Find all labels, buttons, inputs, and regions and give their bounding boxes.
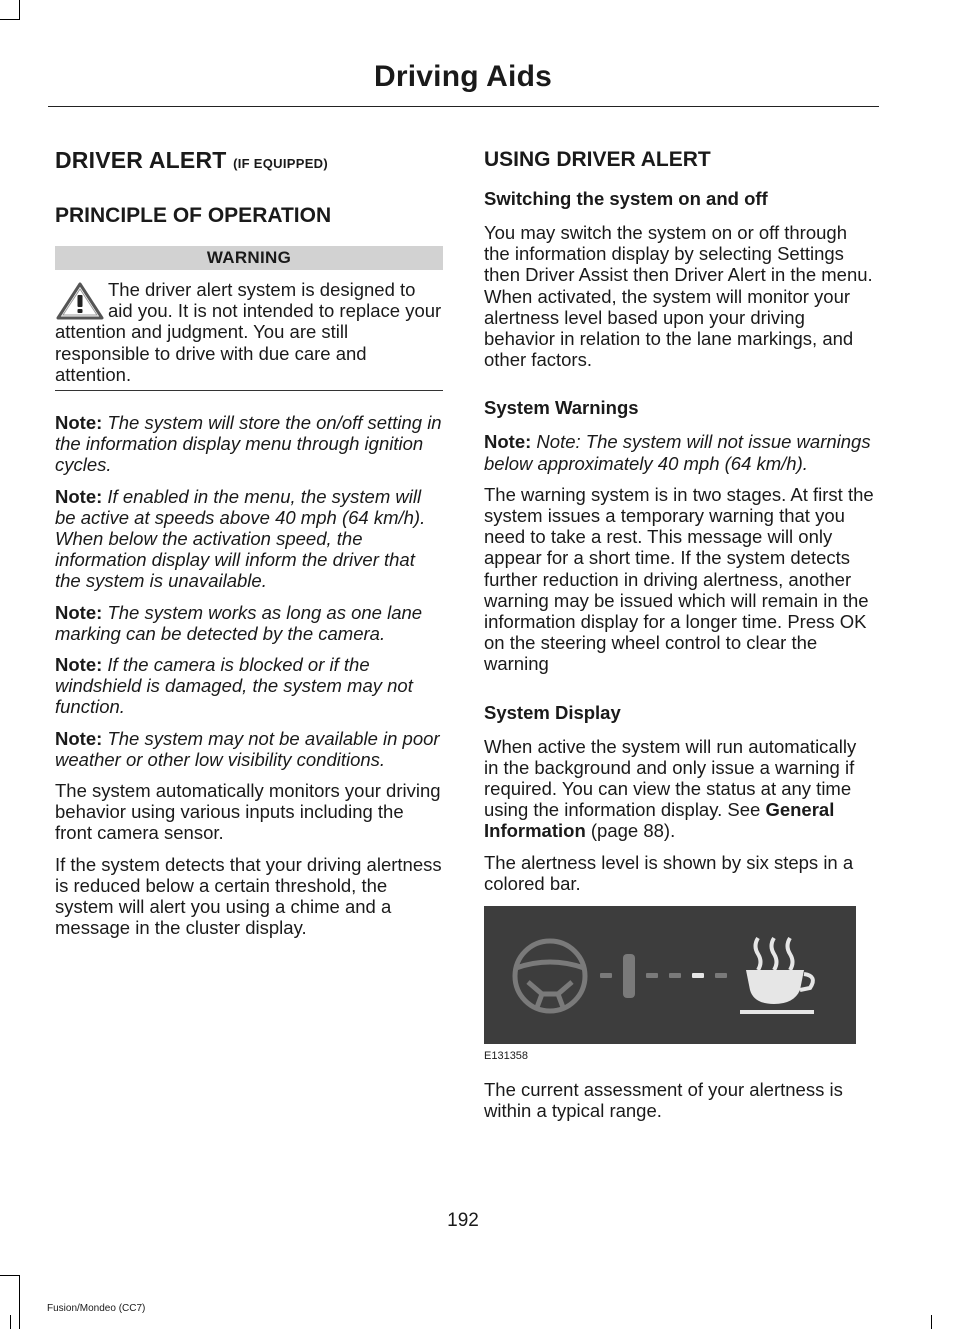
note-item [55,412,443,476]
coffee-cup-icon [740,938,814,1012]
note-text: The system may not be available in poor weather or other low visibility conditions. [55,727,440,770]
subheading-warnings: System Warnings [484,397,639,419]
warnings-text: The warning system is in two stages. At first the system issues a temporary warning that you need to take a rest. This message will only appear for a short time. If the system detects further reduction in driving alertness, another warning may be issued which will remain in the information display for a longer time. Press OK on the steering wheel control to clear the warning [484,483,874,675]
note-text: If enabled in the menu, the system will be active at speeds above 40 mph (64 km/h). When below the activation speed, the information display will inform the driver that the system is unavailable. [55,485,426,592]
figure-caption: E131358 [484,1050,529,1063]
note-label: Note: [55,412,103,434]
left-column [55,144,443,938]
note-item [55,486,443,592]
note-label: Note: [55,727,103,749]
right-column [484,146,874,1121]
note-label: Note: [55,601,103,623]
body-paragraph: If the system detects that your driving alertness is reduced below a certain threshold, the system will alert you using a chime and a message in the cluster display. [55,853,442,939]
warning-triangle-icon [55,281,105,321]
section-title [55,144,443,180]
note-label: Note: [55,485,103,507]
note-text: The system works as long as one lane marking can be detected by the camera. [55,601,423,644]
alertness-steps [600,954,727,998]
header-divider [48,106,879,107]
page-number: 192 [447,1210,479,1231]
section-title-suffix: (IF EQUIPPED) [233,156,328,171]
section-title-right: USING DRIVER ALERT [484,148,711,171]
subsection-title: PRINCIPLE OF OPERATION [55,204,332,227]
display-text-part: When active the system will run automatically in the background and only issue a warning if required. You can view the status at any time using the information display. See [484,735,857,821]
subheading-switching: Switching the system on and off [484,188,768,209]
note-label: Note: [55,654,103,676]
note-text: If the camera is blocked or if the windshield is damaged, the system may not function. [55,654,413,718]
notes-list [55,412,443,770]
alertness-display-illustration [484,906,856,1044]
display-text-part: (page 88). [585,820,676,842]
crop-mark [10,1315,11,1329]
body-paragraph: The system automatically monitors your driving behavior using various inputs including the front camera sensor. [55,780,441,844]
note-label: Note: [484,431,532,453]
section-title-text: DRIVER ALERT [55,147,227,173]
paragraph-list [55,780,443,938]
warnings-note [484,431,874,473]
crop-mark [0,1275,20,1276]
closing-text: The current assessment of your alertness is within a typical range. [484,1079,843,1122]
note-text: Note: The system will not issue warnings below approximately 40 mph (64 km/h). [484,431,871,474]
warning-text: The driver alert system is designed to aid you. It is not intended to replace your attention and judgment. You are still responsible to drive with due care and attention. [55,279,442,385]
warning-label: WARNING [55,246,443,270]
crop-mark [931,1315,932,1329]
crop-mark [19,0,20,20]
footer-model: Fusion/Mondeo (CC7) [47,1303,146,1314]
note-item [55,602,443,644]
page-title: Driving Aids [374,60,552,93]
steering-wheel-icon [515,941,585,1011]
warning-box [55,279,443,391]
note-item [55,654,443,718]
display-text-2: The alertness level is shown by six steps in a colored bar. [484,851,854,894]
note-item [55,728,443,770]
alertness-bar-figure [484,906,856,1044]
crop-mark [0,19,20,20]
subheading-display: System Display [484,701,621,723]
switching-text: You may switch the system on or off through the information display by selecting Settings then Driver Assist then Driver Alert in the menu. When activated, the system will monitor your alertness level based upon your driving behavior in relation to the lane markings, and other factors. [484,222,873,371]
display-text [484,736,874,842]
note-text: The system will store the on/off setting in the information display menu through ignition cycles. [55,412,442,476]
crop-mark [19,1275,20,1329]
general-information-link[interactable]: General Information [484,799,835,842]
